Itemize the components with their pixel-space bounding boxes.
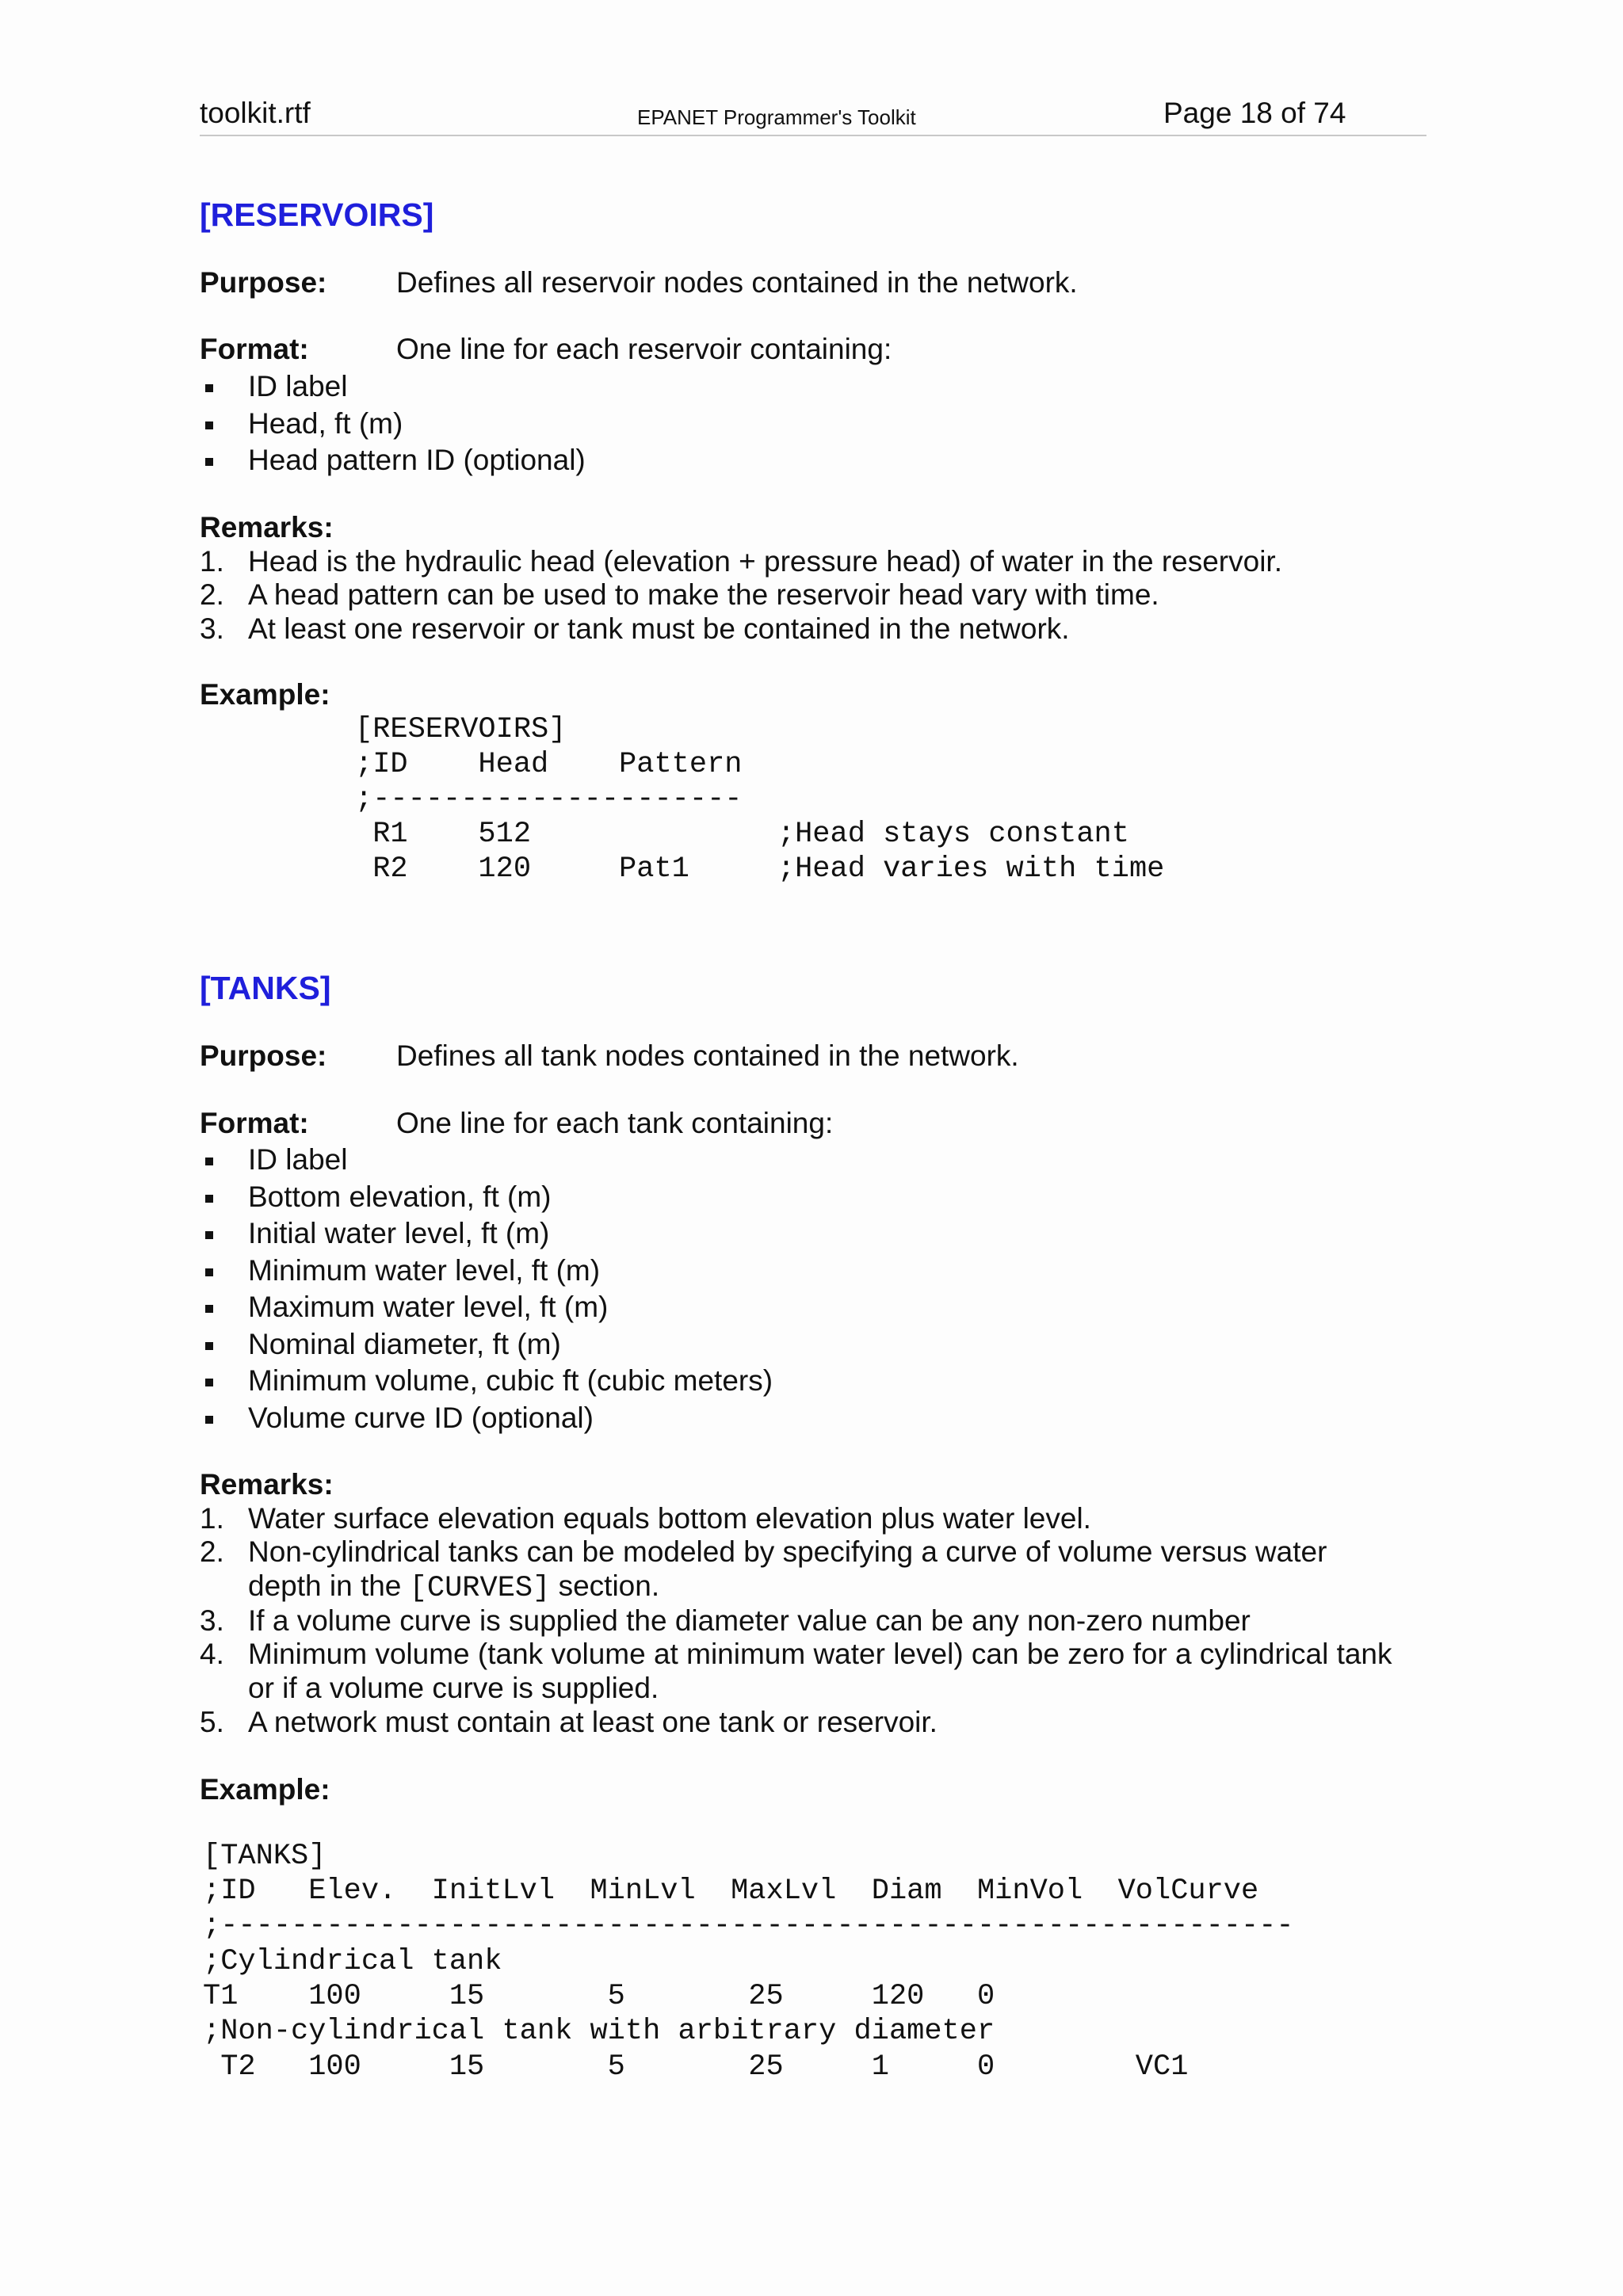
- code-line: [RESERVOIRS]: [355, 713, 567, 746]
- bullet-icon: [205, 1268, 213, 1276]
- code-line: ;ID Head Pattern: [355, 748, 743, 781]
- reservoirs-example-label: Example:: [200, 678, 330, 711]
- bullet-icon: [205, 1158, 213, 1165]
- reservoirs-remarks-label: Remarks:: [200, 511, 334, 543]
- reservoirs-heading: [RESERVOIRS]: [200, 196, 434, 233]
- code-line: R2 120 Pat1 ;Head varies with time: [355, 852, 1165, 886]
- tanks-remarks-label: Remarks:: [200, 1468, 334, 1501]
- tanks-heading: [TANKS]: [200, 970, 331, 1006]
- reservoirs-format-label: Format:: [200, 333, 309, 365]
- code-line: T2 100 15 5 25 1 0 VC1: [203, 2050, 1189, 2084]
- bullet-icon: [205, 1416, 213, 1424]
- tanks-purpose-label: Purpose:: [200, 1039, 327, 1072]
- reservoirs-purpose-label: Purpose:: [200, 266, 327, 299]
- code-line: ;---------------------: [355, 783, 743, 816]
- tanks-remark-continuation: depth in the [CURVES] section.: [248, 1569, 660, 1605]
- bullet-icon: [205, 1342, 213, 1350]
- code-line: ;-------------------------------------------------------------: [203, 1909, 1294, 1943]
- bullet-icon: [205, 1379, 213, 1386]
- bullet-icon: [205, 458, 213, 466]
- inline-code: [CURVES]: [409, 1572, 551, 1605]
- tanks-format-label: Format:: [200, 1107, 309, 1139]
- code-line: ;Cylindrical tank: [203, 1945, 502, 1978]
- tanks-example-label: Example:: [200, 1773, 330, 1806]
- bullet-icon: [205, 1231, 213, 1239]
- bullet-icon: [205, 1195, 213, 1203]
- code-line: ;ID Elev. InitLvl MinLvl MaxLvl Diam MinVol VolCurve: [203, 1875, 1259, 1908]
- bullet-icon: [205, 384, 213, 392]
- document-page: toolkit.rtf EPANET Programmer's Toolkit Page 18 of 74 [RESERVOIRS] Purpose: Defines all reservoir nodes contained in the network. Format: One line for each reservoir containing: ID label Head, ft (m) Head pattern ID (optional) Remarks: 1. Head is the hydraulic head (elevation + pressure head) of water in the reservoir. 2. A head pattern can be used to make the reservoir head vary with time. 3. At least one reservoir or tank must be contained in the network. Example: [RESERVOIRS] ;ID Head Pattern ;--------------------- R1 512 ;Head stays constant R2 120 Pat1 ;Head varies with time [TANKS] Purpose: Defines all tank nodes contained in the network. Format: One line for each tank containing: ID label Bottom elevation, ft (m) Initial water level, ft (m) Minimum water level, ft (m) Maximum water level, ft (m) Nominal diameter, ft (m) Minimum volume, cubic ft (cubic meters) Volume curve ID (optional) Remarks: 1. Water surface elevation equals bottom elevation plus water level. 2. Non-cylindrical tanks can be modeled by specifying a curve of volume versus water depth in the [CURVES] section. 3. If a volume curve is supplied the diameter value can be any non-zero number 4. Minimum volume (tank volume at minimum water level) can be zero for a cylindrical tank or if a volume curve is supplied. 5. A network must contain at least one tank or reservoir. Example: [TANKS] ;ID Elev. InitLvl MinLvl MaxLvl Diam MinVol VolCurve ;------------------------------------------------------------- ;Cylindrical tank T1 100 15 5 25 120 0 ;Non-cylindrical tank with arbitrary diameter T2 100 15 5 25 1 0 VC1: [0, 0, 1623, 2296]
- code-line: R1 512 ;Head stays constant: [355, 818, 1129, 851]
- code-line: [TANKS]: [203, 1840, 327, 1873]
- bullet-icon: [205, 1305, 213, 1313]
- page-header: [200, 97, 1426, 136]
- bullet-icon: [205, 421, 213, 429]
- header-page-number: Page 18 of 74: [1163, 97, 1346, 129]
- reservoirs-purpose-text: Defines all reservoir nodes contained in the network.: [396, 266, 1078, 299]
- header-doc-title: EPANET Programmer's Toolkit: [637, 105, 916, 129]
- header-filename: toolkit.rtf: [200, 97, 311, 129]
- tanks-remark-continuation: or if a volume curve is supplied.: [248, 1672, 659, 1704]
- code-line: ;Non-cylindrical tank with arbitrary diameter: [203, 2015, 995, 2048]
- tanks-format-text: One line for each tank containing:: [396, 1107, 834, 1139]
- code-line: T1 100 15 5 25 120 0: [203, 1980, 995, 2013]
- reservoirs-format-text: One line for each reservoir containing:: [396, 333, 892, 365]
- tanks-purpose-text: Defines all tank nodes contained in the network.: [396, 1039, 1019, 1072]
